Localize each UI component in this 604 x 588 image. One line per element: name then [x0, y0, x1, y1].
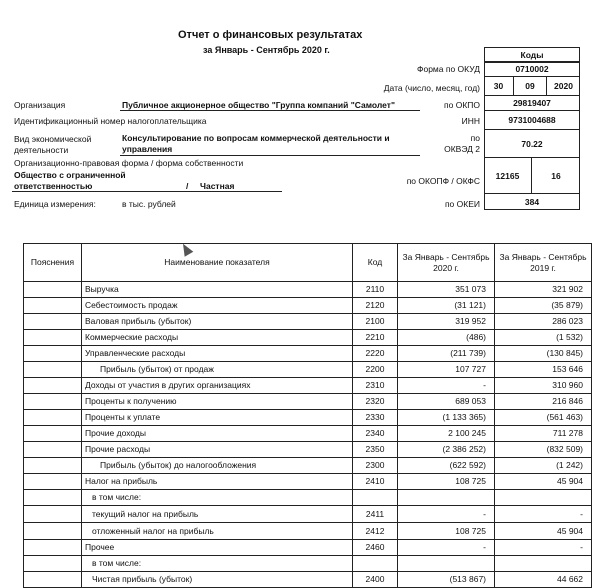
value-2020: (622 592) [398, 458, 495, 474]
table-row [24, 490, 592, 506]
value-2020: (2 386 252) [398, 442, 495, 458]
indicator-name: в том числе: [82, 490, 353, 506]
table-row [24, 506, 592, 523]
value-2019: (35 879) [495, 298, 592, 314]
table-row [24, 523, 592, 540]
value-2019 [495, 556, 592, 572]
indicator-name: Налог на прибыль [82, 474, 353, 490]
notes-cell [24, 394, 82, 410]
activity-label-1: Вид экономической [14, 134, 92, 144]
notes-cell [24, 346, 82, 362]
value-2020: (1 133 365) [398, 410, 495, 426]
legal-form-1: Общество с ограниченной [14, 170, 126, 180]
okved-label-2: ОКВЭД 2 [444, 144, 480, 154]
table-row [24, 442, 592, 458]
notes-cell [24, 556, 82, 572]
col-2020-header: За Январь - Сентябрь 2020 г. [398, 244, 495, 282]
indicator-name: Коммерческие расходы [82, 330, 353, 346]
col-code-header: Код [353, 244, 398, 282]
notes-cell [24, 362, 82, 378]
value-2020: (513 867) [398, 572, 495, 588]
notes-cell [24, 490, 82, 506]
okud-value: 0710002 [484, 62, 580, 77]
notes-cell [24, 314, 82, 330]
notes-cell [24, 506, 82, 523]
okpo-value: 29819407 [484, 96, 580, 111]
report-title: Отчет о финансовых результатах [178, 29, 363, 41]
value-2020: 319 952 [398, 314, 495, 330]
indicator-code: 2320 [353, 394, 398, 410]
value-2020: (486) [398, 330, 495, 346]
unit-label: Единица измерения: [14, 199, 96, 209]
col-2019-header: За Январь - Сентябрь 2019 г. [495, 244, 592, 282]
indicator-code: 2412 [353, 523, 398, 540]
okopf-label: по ОКОПФ / ОКФС [406, 176, 480, 186]
table-row [24, 426, 592, 442]
table-row [24, 282, 592, 298]
indicator-name: Прочие доходы [82, 426, 353, 442]
table-row [24, 330, 592, 346]
indicator-name: Прочее [82, 540, 353, 556]
value-2020: 689 053 [398, 394, 495, 410]
indicator-name: Себестоимость продаж [82, 298, 353, 314]
indicator-name: Прибыль (убыток) от продаж [82, 362, 353, 378]
ownership-value: Частная [200, 181, 235, 191]
inn-label: ИНН [461, 116, 480, 126]
indicator-name: отложенный налог на прибыль [82, 523, 353, 540]
okved-value: 70.22 [484, 130, 580, 158]
table-row [24, 362, 592, 378]
indicator-code: 2400 [353, 572, 398, 588]
indicator-code: 2330 [353, 410, 398, 426]
notes-cell [24, 426, 82, 442]
indicator-code: 2300 [353, 458, 398, 474]
legal-form-label: Организационно-правовая форма / форма собственности [14, 158, 244, 168]
value-2020: 2 100 245 [398, 426, 495, 442]
org-name: Публичное акционерное общество "Группа компаний "Самолет" [122, 100, 395, 110]
value-2019: (561 463) [495, 410, 592, 426]
value-2019: (1 532) [495, 330, 592, 346]
indicator-code: 2410 [353, 474, 398, 490]
table-row [24, 540, 592, 556]
value-2019: 711 278 [495, 426, 592, 442]
indicator-code: 2220 [353, 346, 398, 362]
indicator-code: 2100 [353, 314, 398, 330]
indicator-code: 2340 [353, 426, 398, 442]
legal-form-underline [12, 191, 282, 192]
value-2019 [495, 490, 592, 506]
notes-cell [24, 523, 82, 540]
indicator-code: 2350 [353, 442, 398, 458]
financial-results-table [23, 243, 592, 588]
notes-cell [24, 282, 82, 298]
okei-value: 384 [524, 197, 540, 207]
table-row [24, 378, 592, 394]
value-2019: 45 904 [495, 523, 592, 540]
ownership-separator: / [186, 181, 189, 191]
org-underline [120, 110, 420, 111]
indicator-code [353, 556, 398, 572]
value-2020: 107 727 [398, 362, 495, 378]
notes-cell [24, 540, 82, 556]
table-row [24, 410, 592, 426]
date-label: Дата (число, месяц, год) [383, 83, 480, 93]
notes-cell [24, 474, 82, 490]
activity-underline [120, 155, 420, 156]
indicator-name: Чистая прибыль (убыток) [82, 572, 353, 588]
value-2019: (832 509) [495, 442, 592, 458]
indicator-name: Доходы от участия в других организациях [82, 378, 353, 394]
okfs-value: 16 [532, 158, 580, 194]
table-row [24, 474, 592, 490]
table-row [24, 314, 592, 330]
value-2019: 310 960 [495, 378, 592, 394]
notes-cell [24, 572, 82, 588]
indicator-name: в том числе: [82, 556, 353, 572]
value-2020: 351 073 [398, 282, 495, 298]
value-2019: 44 662 [495, 572, 592, 588]
notes-cell [24, 458, 82, 474]
date-month: 09 [514, 77, 547, 96]
activity-value-2: управления [122, 144, 173, 154]
indicator-name: Управленческие расходы [82, 346, 353, 362]
value-2020: 108 725 [398, 474, 495, 490]
value-2019: 321 902 [495, 282, 592, 298]
activity-value-1: Консультирование по вопросам коммерческой деятельности и [122, 133, 390, 143]
okpo-label: по ОКПО [444, 100, 480, 110]
value-2019: 216 846 [495, 394, 592, 410]
table-row [24, 458, 592, 474]
notes-cell [24, 410, 82, 426]
notes-cell [24, 442, 82, 458]
table-header-row [24, 244, 592, 282]
indicator-name: Проценты к уплате [82, 410, 353, 426]
indicator-code: 2110 [353, 282, 398, 298]
table-row [24, 298, 592, 314]
value-2020: - [398, 540, 495, 556]
okei-label: по ОКЕИ [444, 199, 480, 209]
table-row [24, 346, 592, 362]
indicator-name: Проценты к получению [82, 394, 353, 410]
value-2019: - [495, 540, 592, 556]
value-2019: (130 845) [495, 346, 592, 362]
table-row [24, 556, 592, 572]
col-notes-header: Пояснения [24, 244, 82, 282]
indicator-name: Прибыль (убыток) до налогообложения [82, 458, 353, 474]
indicator-code: 2310 [353, 378, 398, 394]
activity-label-2: деятельности [14, 145, 69, 155]
date-year: 2020 [547, 77, 580, 96]
value-2020 [398, 556, 495, 572]
value-2020 [398, 490, 495, 506]
notes-cell [24, 298, 82, 314]
report-period: за Январь - Сентябрь 2020 г. [203, 45, 330, 55]
okopf-value: 12165 [484, 158, 532, 194]
indicator-code [353, 490, 398, 506]
indicator-name: текущий налог на прибыль [82, 506, 353, 523]
legal-form-2: ответственностью [14, 181, 93, 191]
value-2020: - [398, 378, 495, 394]
date-day: 30 [484, 77, 514, 96]
indicator-name: Валовая прибыль (убыток) [82, 314, 353, 330]
value-2020: (31 121) [398, 298, 495, 314]
value-2019: (1 242) [495, 458, 592, 474]
indicator-code: 2120 [353, 298, 398, 314]
inn-row-label: Идентификационный номер налогоплательщика [14, 116, 207, 126]
okved-label-1: по [470, 133, 480, 143]
value-2019: - [495, 506, 592, 523]
value-2020: 108 725 [398, 523, 495, 540]
codes-header: Коды [484, 47, 580, 62]
indicator-code: 2411 [353, 506, 398, 523]
value-2020: - [398, 506, 495, 523]
org-label: Организация [14, 100, 66, 110]
value-2020: (211 739) [398, 346, 495, 362]
table-row [24, 394, 592, 410]
indicator-code: 2200 [353, 362, 398, 378]
indicator-code: 2460 [353, 540, 398, 556]
indicator-name: Выручка [82, 282, 353, 298]
table-row [24, 572, 592, 588]
unit-value: в тыс. рублей [122, 199, 176, 209]
notes-cell [24, 378, 82, 394]
indicator-code: 2210 [353, 330, 398, 346]
indicator-name: Прочие расходы [82, 442, 353, 458]
inn-value: 9731004688 [484, 111, 580, 130]
col-name-header: Наименование показателя [82, 244, 353, 282]
notes-cell [24, 330, 82, 346]
value-2019: 153 646 [495, 362, 592, 378]
value-2019: 286 023 [495, 314, 592, 330]
okud-label: Форма по ОКУД [417, 64, 480, 74]
value-2019: 45 904 [495, 474, 592, 490]
